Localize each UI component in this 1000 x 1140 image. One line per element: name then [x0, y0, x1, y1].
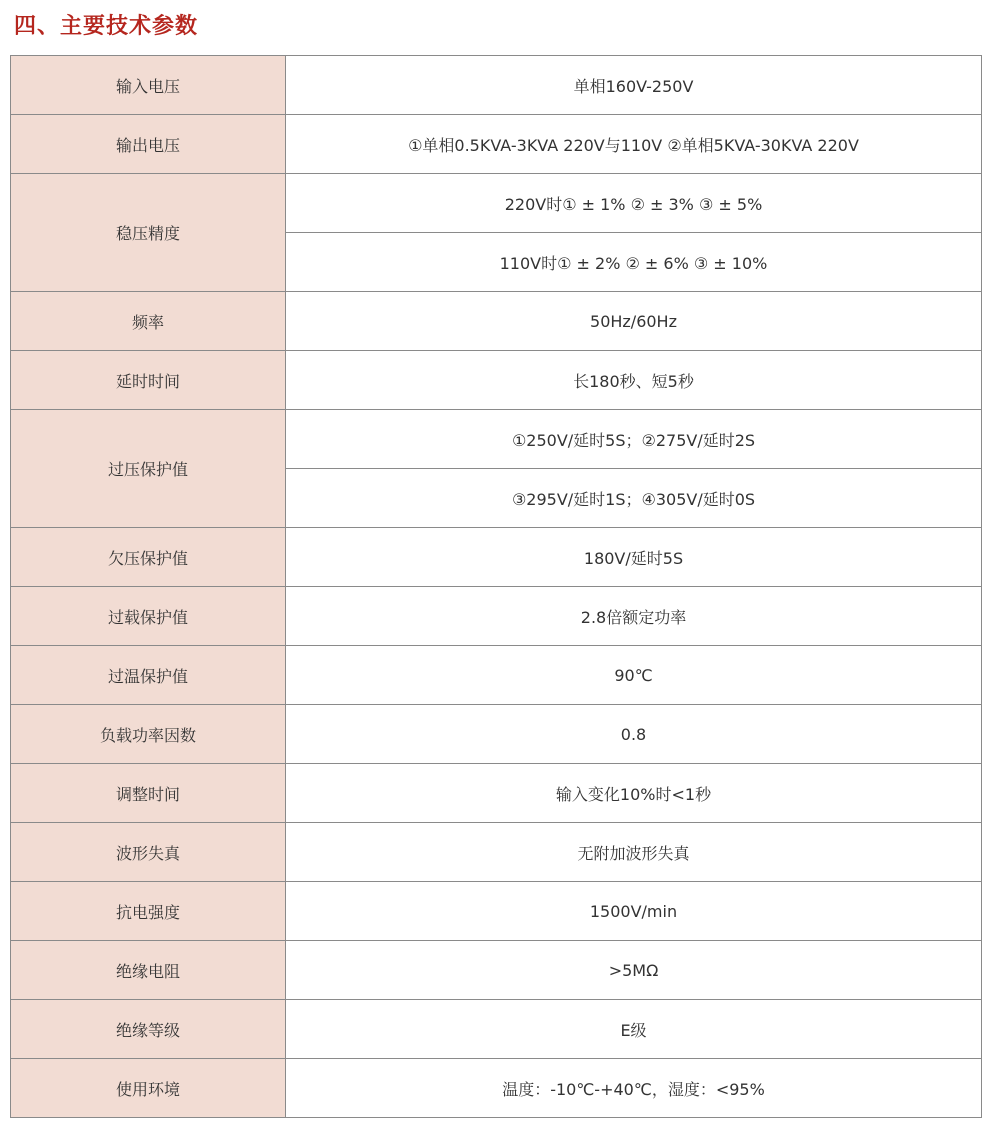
- param-value: 0.8: [286, 705, 982, 764]
- param-label: 使用环境: [11, 1059, 286, 1118]
- param-value: 无附加波形失真: [286, 823, 982, 882]
- param-label: 负载功率因数: [11, 705, 286, 764]
- param-value: ①单相0.5KVA-3KVA 220V与110V ②单相5KVA-30KVA 220V: [286, 115, 982, 174]
- table-row: [11, 528, 982, 587]
- param-label: 绝缘电阻: [11, 941, 286, 1000]
- table-row: [11, 882, 982, 941]
- param-value: 长180秒、短5秒: [286, 351, 982, 410]
- param-label: 过压保护值: [11, 410, 286, 528]
- param-label: 绝缘等级: [11, 1000, 286, 1059]
- param-value: E级: [286, 1000, 982, 1059]
- param-value: 单相160V-250V: [286, 56, 982, 115]
- param-label: 抗电强度: [11, 882, 286, 941]
- param-label: 过温保护值: [11, 646, 286, 705]
- table-row: [11, 587, 982, 646]
- param-value: ③295V/延时1S；④305V/延时0S: [286, 469, 982, 528]
- table-row: [11, 1059, 982, 1118]
- param-value: >5MΩ: [286, 941, 982, 1000]
- table-row: [11, 410, 982, 469]
- param-value: 温度：-10℃-+40℃，湿度：<95%: [286, 1059, 982, 1118]
- param-label: 输出电压: [11, 115, 286, 174]
- table-row: [11, 823, 982, 882]
- param-value: 1500V/min: [286, 882, 982, 941]
- param-value: 输入变化10%时<1秒: [286, 764, 982, 823]
- param-value: 90℃: [286, 646, 982, 705]
- section-heading: 四、主要技术参数: [14, 14, 199, 39]
- param-label: 欠压保护值: [11, 528, 286, 587]
- param-label: 频率: [11, 292, 286, 351]
- table-row: [11, 705, 982, 764]
- table-row: [11, 646, 982, 705]
- param-value: ①250V/延时5S；②275V/延时2S: [286, 410, 982, 469]
- param-label: 稳压精度: [11, 174, 286, 292]
- table-row: [11, 174, 982, 233]
- spec-table: [10, 55, 982, 1118]
- param-value: 220V时① ± 1% ② ± 3% ③ ± 5%: [286, 174, 982, 233]
- param-label: 调整时间: [11, 764, 286, 823]
- param-value: 50Hz/60Hz: [286, 292, 982, 351]
- table-row: [11, 351, 982, 410]
- param-value: 110V时① ± 2% ② ± 6% ③ ± 10%: [286, 233, 982, 292]
- param-label: 过载保护值: [11, 587, 286, 646]
- param-value: 2.8倍额定功率: [286, 587, 982, 646]
- param-label: 延时时间: [11, 351, 286, 410]
- table-row: [11, 1000, 982, 1059]
- param-label: 输入电压: [11, 56, 286, 115]
- table-row: [11, 115, 982, 174]
- table-row: [11, 941, 982, 1000]
- table-row: [11, 292, 982, 351]
- param-label: 波形失真: [11, 823, 286, 882]
- param-value: 180V/延时5S: [286, 528, 982, 587]
- table-row: [11, 56, 982, 115]
- table-row: [11, 764, 982, 823]
